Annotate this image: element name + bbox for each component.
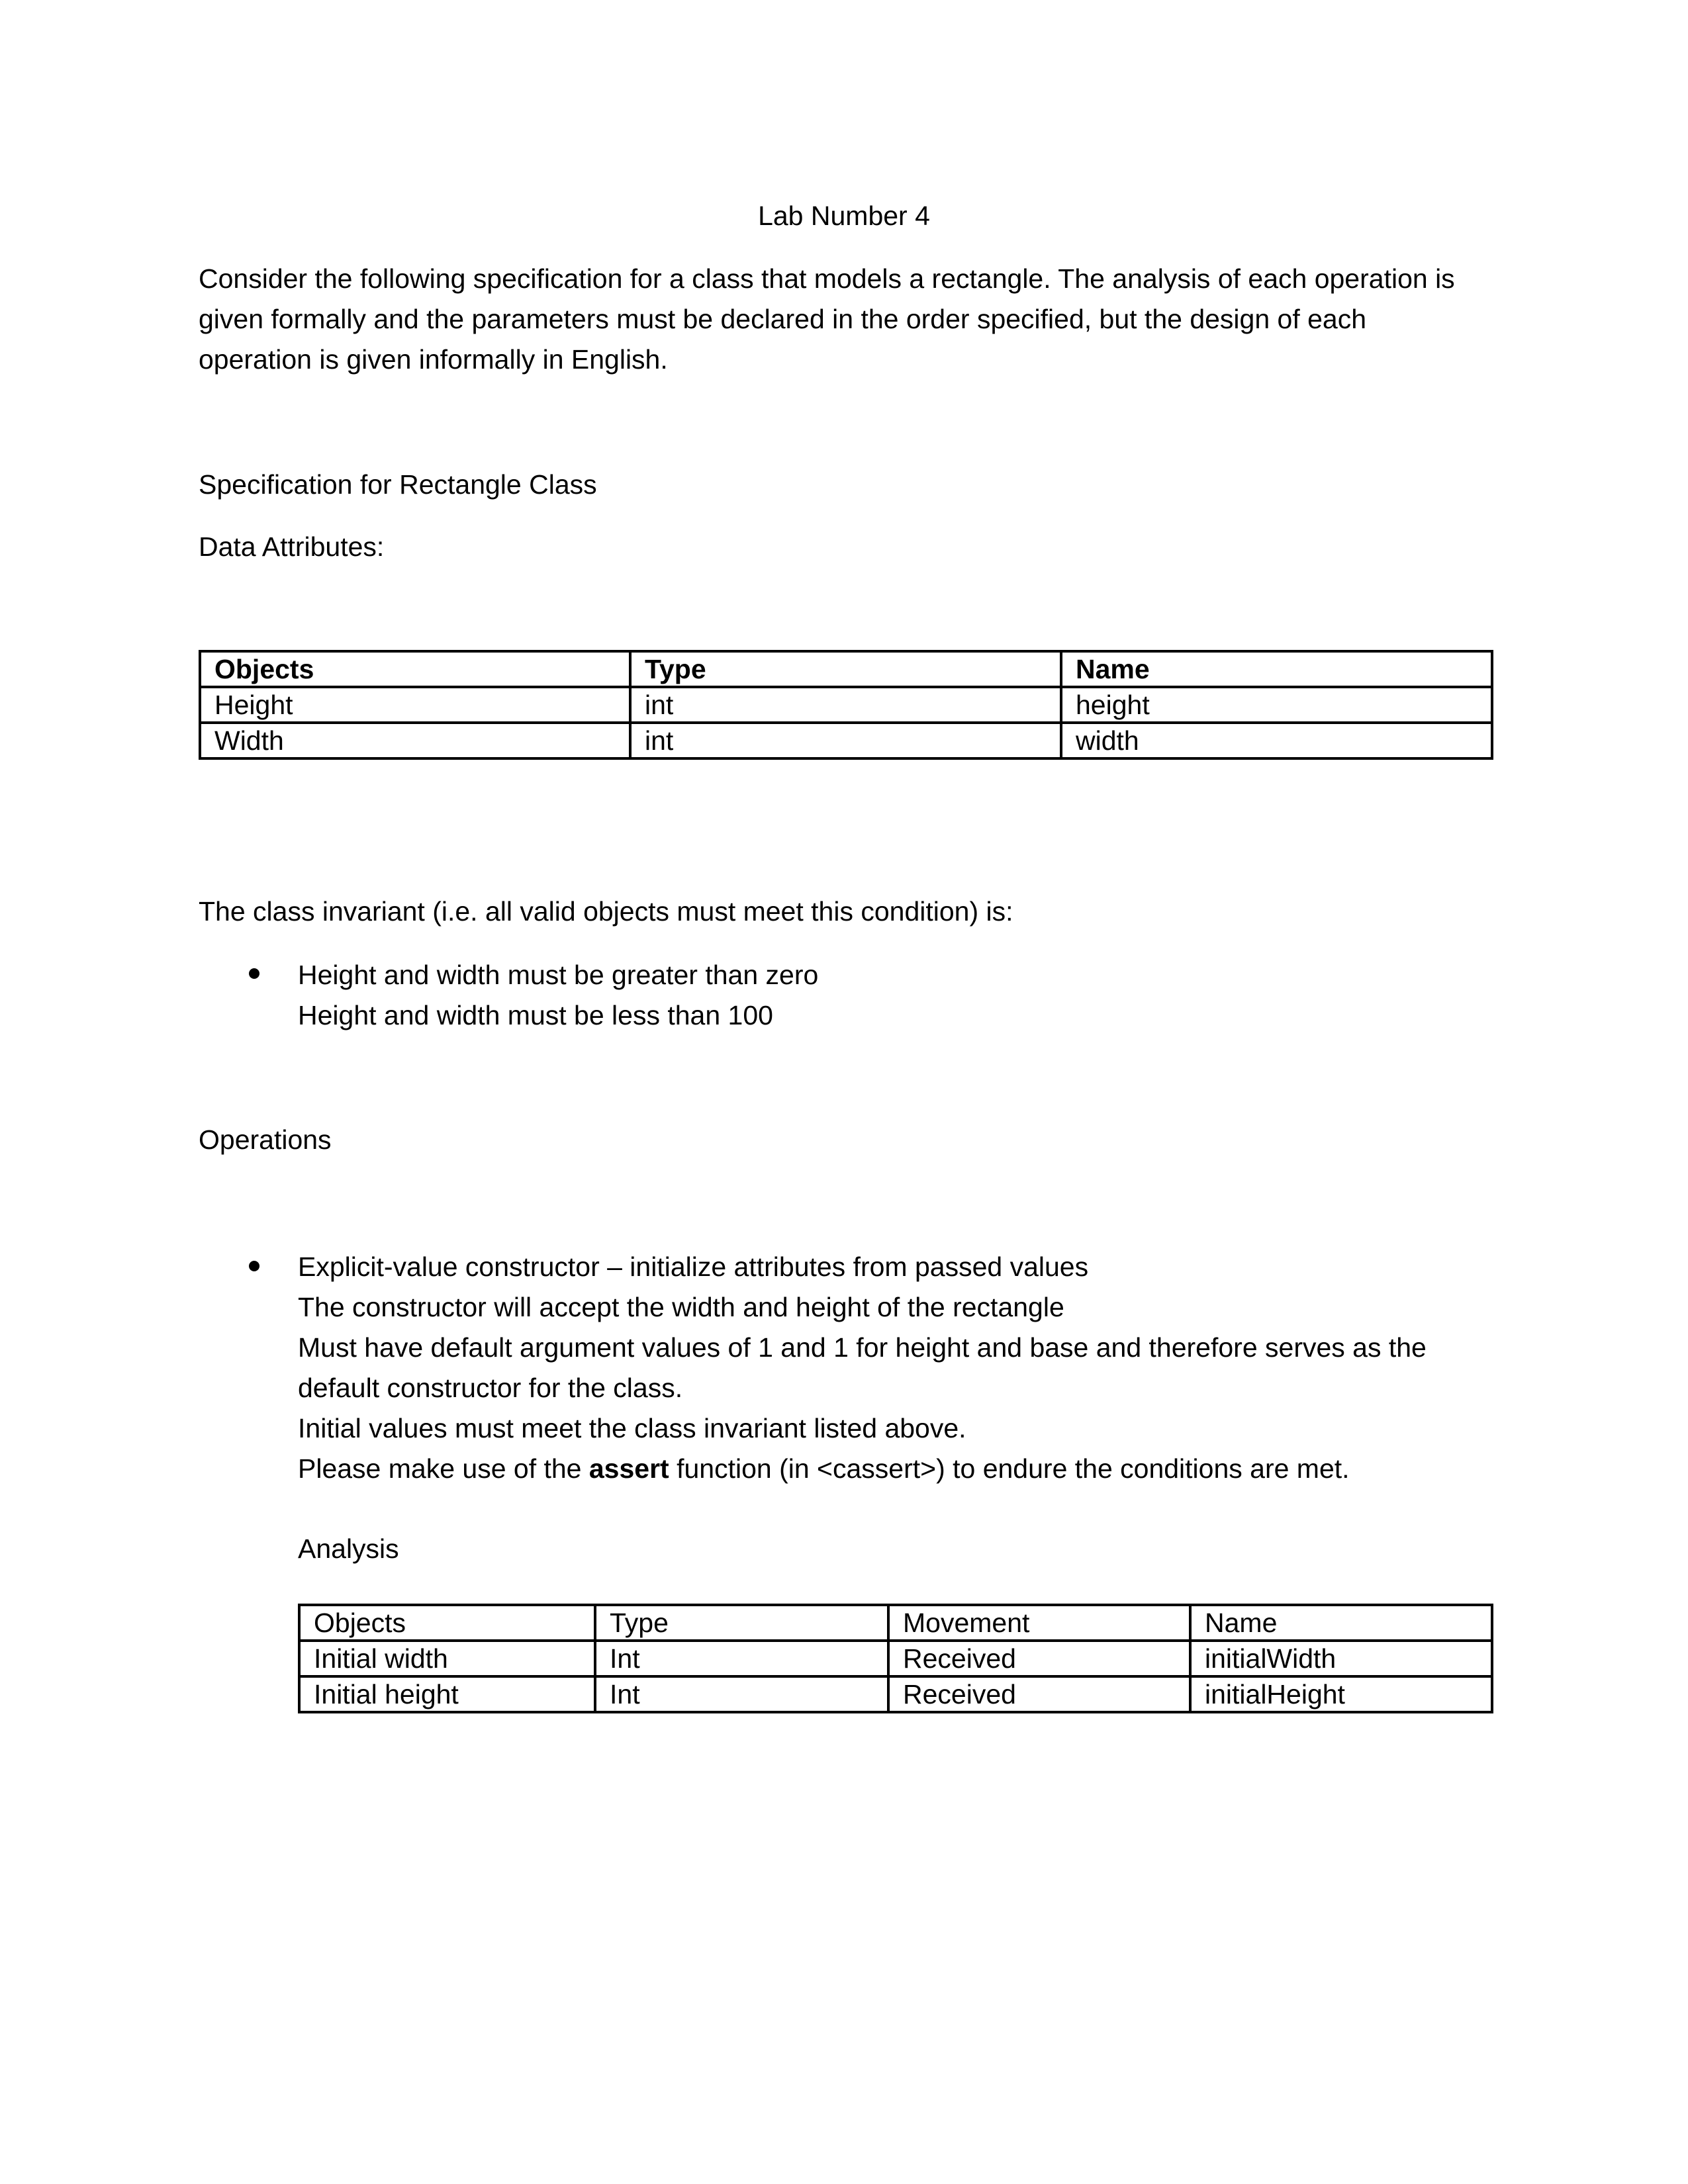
table-cell: Received — [888, 1641, 1190, 1676]
spec-heading: Specification for Rectangle Class — [199, 469, 597, 500]
invariant-line-1: Height and width must be greater than zero — [298, 960, 819, 990]
table-cell: width — [1061, 723, 1492, 758]
table-cell: initialHeight — [1190, 1676, 1492, 1712]
table-cell: int — [630, 723, 1061, 758]
header-cell-type: Type — [595, 1605, 888, 1641]
data-attributes-heading: Data Attributes: — [199, 531, 385, 562]
operation-line-2: The constructor will accept the width and height of the rectangle — [298, 1292, 1064, 1322]
table-row — [200, 723, 1492, 758]
table-cell: Initial width — [299, 1641, 595, 1676]
analysis-table — [298, 1604, 1493, 1713]
table-cell: height — [1061, 687, 1492, 723]
bullet-icon — [249, 968, 259, 979]
header-cell-objects: Objects — [200, 651, 630, 687]
operations-heading: Operations — [199, 1124, 332, 1155]
intro-line-1: Consider the following specification for a class that models a rectangle. The analysis of each operation is — [199, 263, 1455, 294]
operation-line-1: Explicit-value constructor – initialize attributes from passed values — [298, 1251, 1089, 1282]
table-cell: Initial height — [299, 1676, 595, 1712]
header-cell-name: Name — [1190, 1605, 1492, 1641]
page-title: Lab Number 4 — [758, 201, 930, 231]
operation-line-3: Must have default argument values of 1 and 1 for height and base and therefore serves as the — [298, 1332, 1427, 1363]
table-cell: Received — [888, 1676, 1190, 1712]
table-row — [200, 687, 1492, 723]
table-row — [299, 1641, 1492, 1676]
assert-text-before: Please make use of the — [298, 1453, 589, 1484]
invariant-heading: The class invariant (i.e. all valid objects must meet this condition) is: — [199, 896, 1013, 927]
table-cell: initialWidth — [1190, 1641, 1492, 1676]
header-cell-movement: Movement — [888, 1605, 1190, 1641]
intro-line-3: operation is given informally in English. — [199, 344, 668, 375]
header-cell-name: Name — [1061, 651, 1492, 687]
table-cell: Int — [595, 1641, 888, 1676]
table-cell: Int — [595, 1676, 888, 1712]
table-cell: int — [630, 687, 1061, 723]
assert-keyword: assert — [588, 1453, 669, 1484]
bullet-icon — [249, 1261, 259, 1271]
header-cell-type: Type — [630, 651, 1061, 687]
table-cell: Width — [200, 723, 630, 758]
table-header-row — [200, 651, 1492, 687]
table-row — [299, 1676, 1492, 1712]
operation-line-5: Initial values must meet the class invariant listed above. — [298, 1413, 966, 1443]
header-cell-objects: Objects — [299, 1605, 595, 1641]
invariant-line-2: Height and width must be less than 100 — [298, 1000, 773, 1030]
attributes-table — [199, 650, 1493, 760]
table-header-row — [299, 1605, 1492, 1641]
intro-line-2: given formally and the parameters must be declared in the order specified, but the design of each — [199, 304, 1367, 334]
operation-line-4: default constructor for the class. — [298, 1373, 683, 1403]
analysis-heading: Analysis — [298, 1533, 399, 1564]
operation-line-assert — [298, 1455, 1350, 1482]
table-cell: Height — [200, 687, 630, 723]
assert-text-after: function (in <cassert>) to endure the conditions are met. — [669, 1453, 1350, 1484]
